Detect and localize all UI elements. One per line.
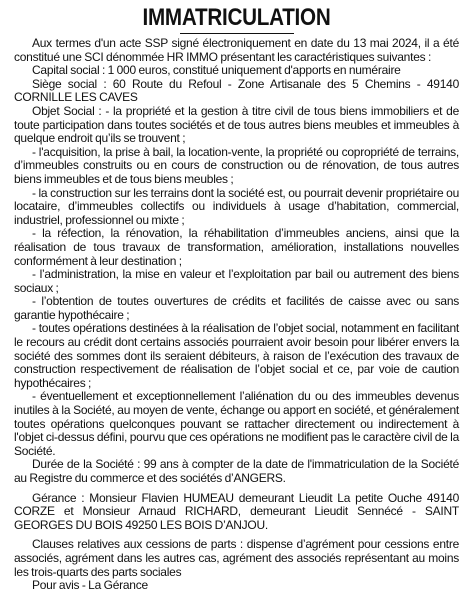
object-item-construction: - la construction sur les terrains dont la société est, ou pourrait devenir propriétaire ou locataire, d’immeubles collectifs ou individuels à usage d’habitation, commercial, industriel, professionnel ou mixte ;: [14, 185, 459, 227]
object-paragraph: Objet Social : - la propriété et la gestion à titre civil de tous biens immobiliers et de toute participation dans toutes sociétés et de tous autres biens meubles et immeubles à quelque endroit qu’ils se trouvent ;: [14, 103, 459, 146]
management-paragraph: Gérance : Monsieur Flavien HUMEAU demeurant Lieudit La petite Ouche 49140 CORZE et Monsieur Arnaud RICHARD, demeurant Lieudit Sennécé - SAINT GEORGES DU BOIS 49250 LES BOIS D’ANJOU.: [14, 490, 459, 532]
object-item-credit: - l’obtention de toutes ouvertures de crédits et facilités de caisse avec ou sans garantie hypothécaire ;: [14, 294, 459, 322]
object-item-operations: - toutes opérations destinées à la réalisation de l’objet social, notamment en facilitant le recours au crédit dont certains associés pourraient avoir besoin pour libérer envers la société des sommes dont ils seraient débiteurs, à raison de l’exécution des travaux de construction respectivement de réalisation de l’objet social et ce, par voie de caution hypothécaires ;: [14, 321, 459, 390]
signature-paragraph: Pour avis - La Gérance: [32, 578, 148, 593]
registered-office-paragraph: Siège social : 60 Route du Refoul - Zone Artisanale des 5 Chemins - 49140 CORNILLE LES CAVES: [14, 76, 459, 105]
notice-title: IMMATRICULATION: [142, 4, 331, 31]
share-transfer-paragraph: Clauses relatives aux cessions de parts : dispense d’agrément pour cessions entre associés, agrément dans les autres cas, agrément des associés représentant au moins les trois-quarts des parts sociales: [14, 537, 459, 579]
intro-paragraph: Aux termes d'un acte SSP signé électroniquement en date du 13 mai 2024, il a été constitué une SCI dénommée HR IMMO présentant les caractéristiques suivantes :: [14, 36, 459, 64]
capital-paragraph: Capital social : 1 000 euros, constitué uniquement d'apports en numéraire: [32, 63, 401, 78]
duration-paragraph: Durée de la Société : 99 ans à compter de la date de l'immatriculation de la Société au Registre du commerce et des sociétés d’ANGERS.: [14, 457, 459, 485]
object-item-administration: - l’administration, la mise en valeur et l’exploitation par bail ou autrement des biens sociaux ;: [14, 267, 459, 295]
legal-notice: [14, 0, 459, 593]
title-underline: [180, 33, 294, 34]
object-item-renovation: - la réfection, la rénovation, la réhabilitation d’immeubles anciens, ainsi que la réalisation de tous travaux de transformation, amélioration, installations nouvelles conformément à leur destination ;: [14, 226, 459, 268]
object-item-acquisition: - l'acquisition, la prise à bail, la location-vente, la propriété ou copropriété de terrains, d’immeubles construits ou en cours de construction ou de rénovation, de tous autres biens immeubles et de tous biens meubles ;: [14, 144, 459, 186]
notice-body: [14, 37, 459, 593]
object-item-alienation: - éventuellement et exceptionnellement l’aliénation du ou des immeubles devenus inutiles à la Société, au moyen de vente, échange ou apport en société, et généralement toutes opérations quelconques pouvant se rattacher directement ou indirectement à l'objet ci-dessus défini, pourvu que ces opérations ne modifient pas le caractère civil de la Société.: [14, 389, 459, 458]
